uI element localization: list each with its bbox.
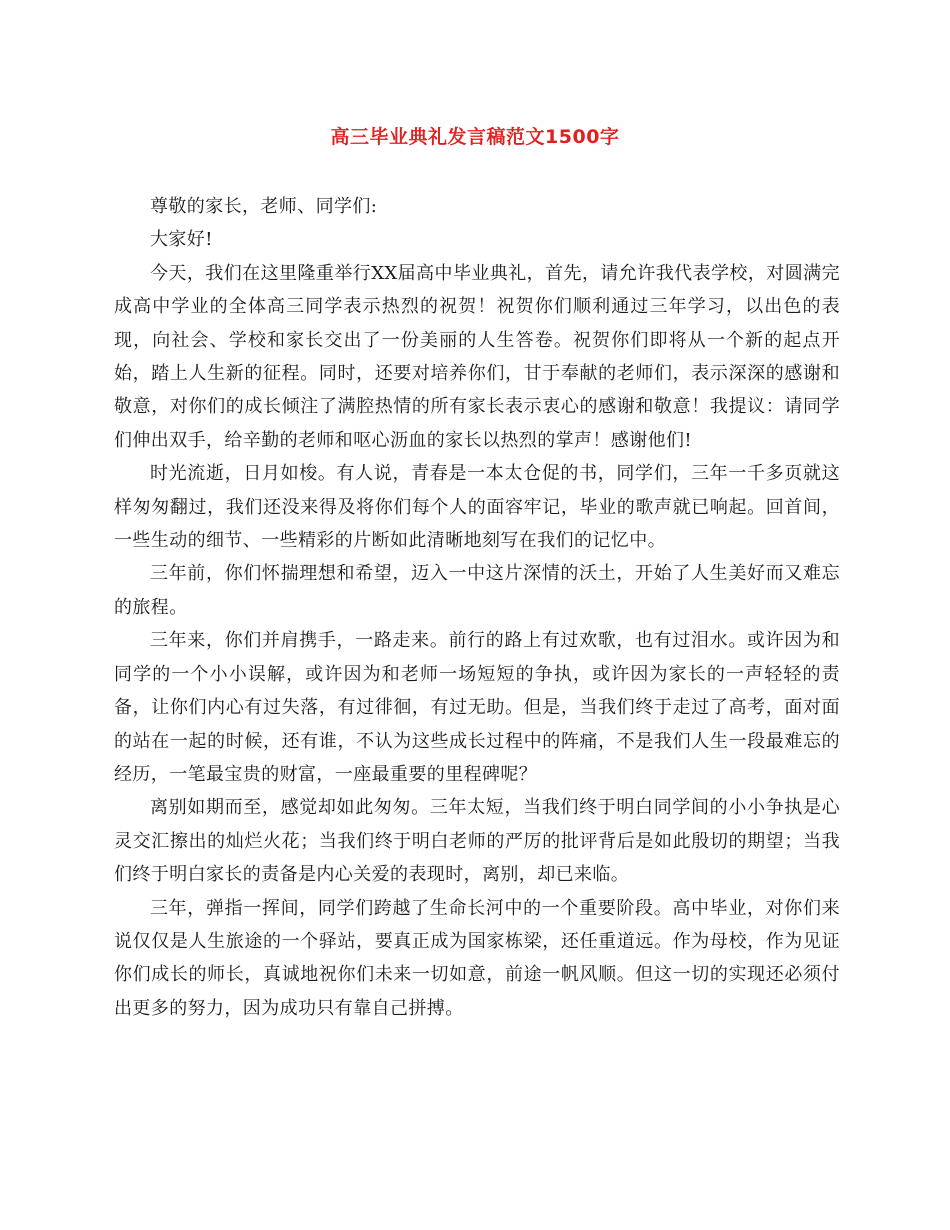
document-body bbox=[114, 190, 840, 1025]
paragraph: 三年，弹指一挥间，同学们跨越了生命长河中的一个重要阶段。高中毕业，对你们来说仅仅是人生旅途的一个驿站，要真正成为国家栋梁，还任重道远。作为母校，作为见证你们成长的师长，真诚地祝你们未来一切如意，前途一帆风顺。但这一切的实现还必须付出更多的努力，因为成功只有靠自己拼搏。 bbox=[114, 897, 840, 1019]
paragraph: 三年来，你们并肩携手，一路走来。前行的路上有过欢歌，也有过泪水。或许因为和同学的一个小小误解，或许因为和老师一场短短的争执，或许因为家长的一声轻轻的责备，让你们内心有过失落，有过徘徊，有过无助。但是，当我们终于走过了高考，面对面的站在一起的时候，还有谁，不认为这些成长过程中的阵痛，不是我们人生一段最难忘的经历，一笔最宝贵的财富，一座最重要的里程碑呢？ bbox=[114, 630, 840, 785]
paragraph: 时光流逝，日月如梭。有人说，青春是一本太仓促的书，同学们，三年一千多页就这样匆匆翻过，我们还没来得及将你们每个人的面容牢记，毕业的歌声就已响起。回首间，一些生动的细节、一些精彩的片断如此清晰地刻写在我们的记忆中。 bbox=[114, 463, 840, 552]
paragraph: 三年前，你们怀揣理想和希望，迈入一中这片深情的沃土，开始了人生美好而又难忘的旅程。 bbox=[114, 563, 840, 618]
greeting: 大家好! bbox=[150, 229, 213, 251]
paragraph: 今天，我们在这里隆重举行XX届高中毕业典礼，首先，请允许我代表学校，对圆满完成高中学业的全体高三同学表示热烈的祝贺！祝贺你们顺利通过三年学习，以出色的表现，向社会、学校和家长交出了一份美丽的人生答卷。祝贺你们即将从一个新的起点开始，踏上人生新的征程。同时，还要对培养你们，甘于奉献的老师们，表示深深的感谢和敬意，对你们的成长倾注了满腔热情的所有家长表示衷心的感谢和敬意！我提议：请同学们伸出双手，给辛勤的老师和呕心沥血的家长以热烈的掌声！感谢他们! bbox=[114, 262, 840, 451]
salutation: 尊敬的家长，老师、同学们: bbox=[150, 196, 378, 217]
document-title: 高三毕业典礼发言稿范文1500字 bbox=[330, 126, 620, 148]
paragraph: 离别如期而至，感觉却如此匆匆。三年太短，当我们终于明白同学间的小小争执是心灵交汇擦出的灿烂火花；当我们终于明白老师的严厉的批评背后是如此殷切的期望；当我们终于明白家长的责备是内心关爱的表现时，离别，却已来临。 bbox=[114, 797, 840, 886]
